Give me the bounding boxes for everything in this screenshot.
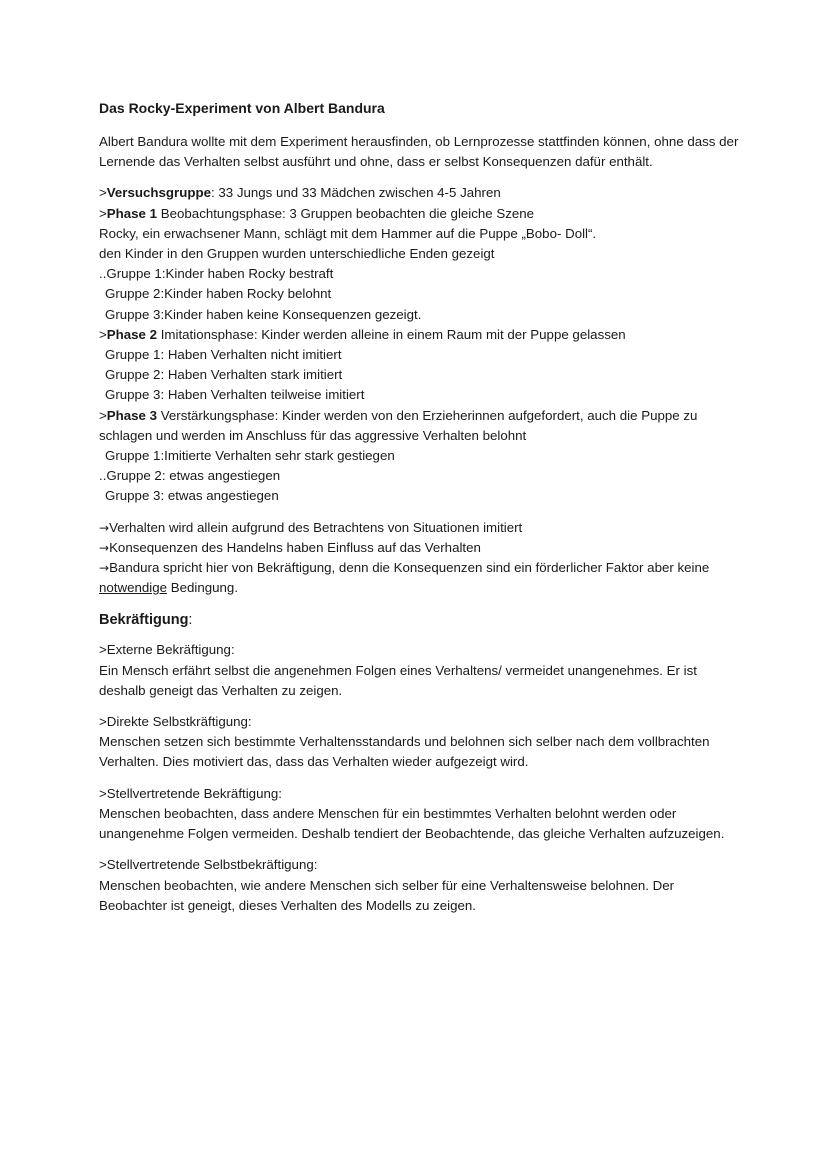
phase1-text: Beobachtungsphase: 3 Gruppen beobachten die gleiche Szene — [157, 205, 535, 221]
conclusion-text: Konsequenzen des Handelns haben Einfluss auf das Verhalten — [109, 539, 481, 555]
document-page — [99, 98, 739, 927]
conclusion-3 — [99, 558, 739, 598]
phase3-group-3: Gruppe 3: etwas angestiegen — [105, 488, 279, 504]
intro-paragraph: Albert Bandura wollte mit dem Experiment herausfinden, ob Lernprozesse stattfinden können, ohne dass der Lernende das Verhalten selbst ausführt und ohne, dass er selbst Konsequenzen dafür enthält. — [99, 134, 739, 170]
item-label: >Stellvertretende Bekräftigung: — [99, 785, 282, 801]
conclusions — [99, 518, 739, 599]
bekraeftigung-item — [99, 712, 739, 773]
bekraeftigung-heading — [99, 610, 739, 630]
phase1-label: Phase 1 — [106, 205, 158, 221]
item-text: Menschen beobachten, wie andere Menschen sich selber für eine Verhaltensweise belohnen. Der Beobachter ist geneigt, dieses Verhalten des Modells zu zeigen. — [99, 877, 675, 913]
item-label: >Externe Bekräftigung: — [99, 642, 235, 658]
phase3-group-1: Gruppe 1:Imitierte Verhalten sehr stark gestiegen — [105, 448, 395, 464]
arrow-right-icon: → — [99, 561, 110, 576]
conclusion-text: Bandura spricht hier von Bekräftigung, denn die Konsequenzen sind ein förderlicher Faktor aber keine — [109, 560, 710, 576]
conclusion-text: Verhalten wird allein aufgrund des Betrachtens von Situationen imitiert — [109, 519, 523, 535]
phase2-text: Imitationsphase: Kinder werden alleine in einem Raum mit der Puppe gelassen — [157, 326, 626, 342]
phase3-group-2: ..Gruppe 2: etwas angestiegen — [99, 468, 281, 484]
phase1-group-2: Gruppe 2:Kinder haben Rocky belohnt — [105, 286, 332, 302]
phase1-endings: den Kinder in den Gruppen wurden unterschiedliche Enden gezeigt — [99, 246, 495, 262]
versuchsgruppe-label: Versuchsgruppe — [106, 185, 211, 201]
conclusion-1 — [99, 518, 739, 538]
phase2-label: Phase 2 — [106, 326, 158, 342]
item-text: Menschen setzen sich bestimmte Verhaltensstandards und belohnen sich selber nach dem vollbrachten Verhalten. Dies motiviert das, dass das Verhalten wieder aufgezeigt wird. — [99, 734, 710, 770]
conclusion-2 — [99, 538, 739, 558]
versuchsgruppe-text: : 33 Jungs und 33 Mädchen zwischen 4-5 Jahren — [210, 185, 501, 201]
bullet-prefix: > — [99, 326, 107, 342]
bekraeftigung-item — [99, 784, 739, 845]
phase2-group-3: Gruppe 3: Haben Verhalten teilweise imitiert — [105, 387, 365, 403]
phase1-group-1: ..Gruppe 1:Kinder haben Rocky bestraft — [99, 266, 334, 282]
heading-text: Bekräftigung — [99, 612, 189, 629]
phase2-group-2: Gruppe 2: Haben Verhalten stark imitiert — [105, 367, 343, 383]
bullet-prefix: > — [99, 407, 107, 423]
experiment-description — [99, 183, 739, 506]
bullet-prefix: > — [99, 185, 107, 201]
versuchsgruppe-line — [99, 183, 739, 203]
document-title: Das Rocky-Experiment von Albert Bandura — [99, 100, 385, 116]
bekraeftigung-item — [99, 855, 739, 916]
phase1-scene: Rocky, ein erwachsener Mann, schlägt mit dem Hammer auf die Puppe „Bobo- Doll“. — [99, 225, 597, 241]
phase3-label: Phase 3 — [106, 407, 158, 423]
phase2-group-1: Gruppe 1: Haben Verhalten nicht imitiert — [105, 347, 342, 363]
item-text: Menschen beobachten, dass andere Menschen für ein bestimmtes Verhalten belohnt werden oder unangenehme Folgen vermeiden. Deshalb tendiert der Beobachtende, das gleiche Verhalten aufzuzeigen. — [99, 805, 725, 842]
phase3-line — [99, 406, 739, 446]
arrow-right-icon: → — [99, 520, 110, 535]
arrow-right-icon: → — [99, 540, 110, 555]
phase2-line — [99, 325, 739, 345]
item-label: >Direkte Selbstkräftigung: — [99, 714, 252, 730]
phase3-text: Verstärkungsphase: Kinder werden von den Erzieherinnen aufgefordert, auch die Puppe zu schlagen und werden im Anschluss für das aggressive Verhalten belohnt — [99, 407, 698, 443]
item-label: >Stellvertretende Selbstbekräftigung: — [99, 857, 318, 873]
conclusion-text-end: Bedingung. — [167, 580, 239, 596]
bekraeftigung-item — [99, 640, 739, 701]
item-text: Ein Mensch erfährt selbst die angenehmen Folgen eines Verhaltens/ vermeidet unangenehmes. Er ist deshalb geneigt das Verhalten zu zeigen. — [99, 662, 697, 698]
phase1-group-3: Gruppe 3:Kinder haben keine Konsequenzen gezeigt. — [105, 306, 422, 322]
underlined-word: notwendige — [99, 580, 168, 596]
heading-colon: : — [188, 612, 193, 629]
bullet-prefix: > — [99, 205, 107, 221]
phase1-line — [99, 204, 739, 224]
